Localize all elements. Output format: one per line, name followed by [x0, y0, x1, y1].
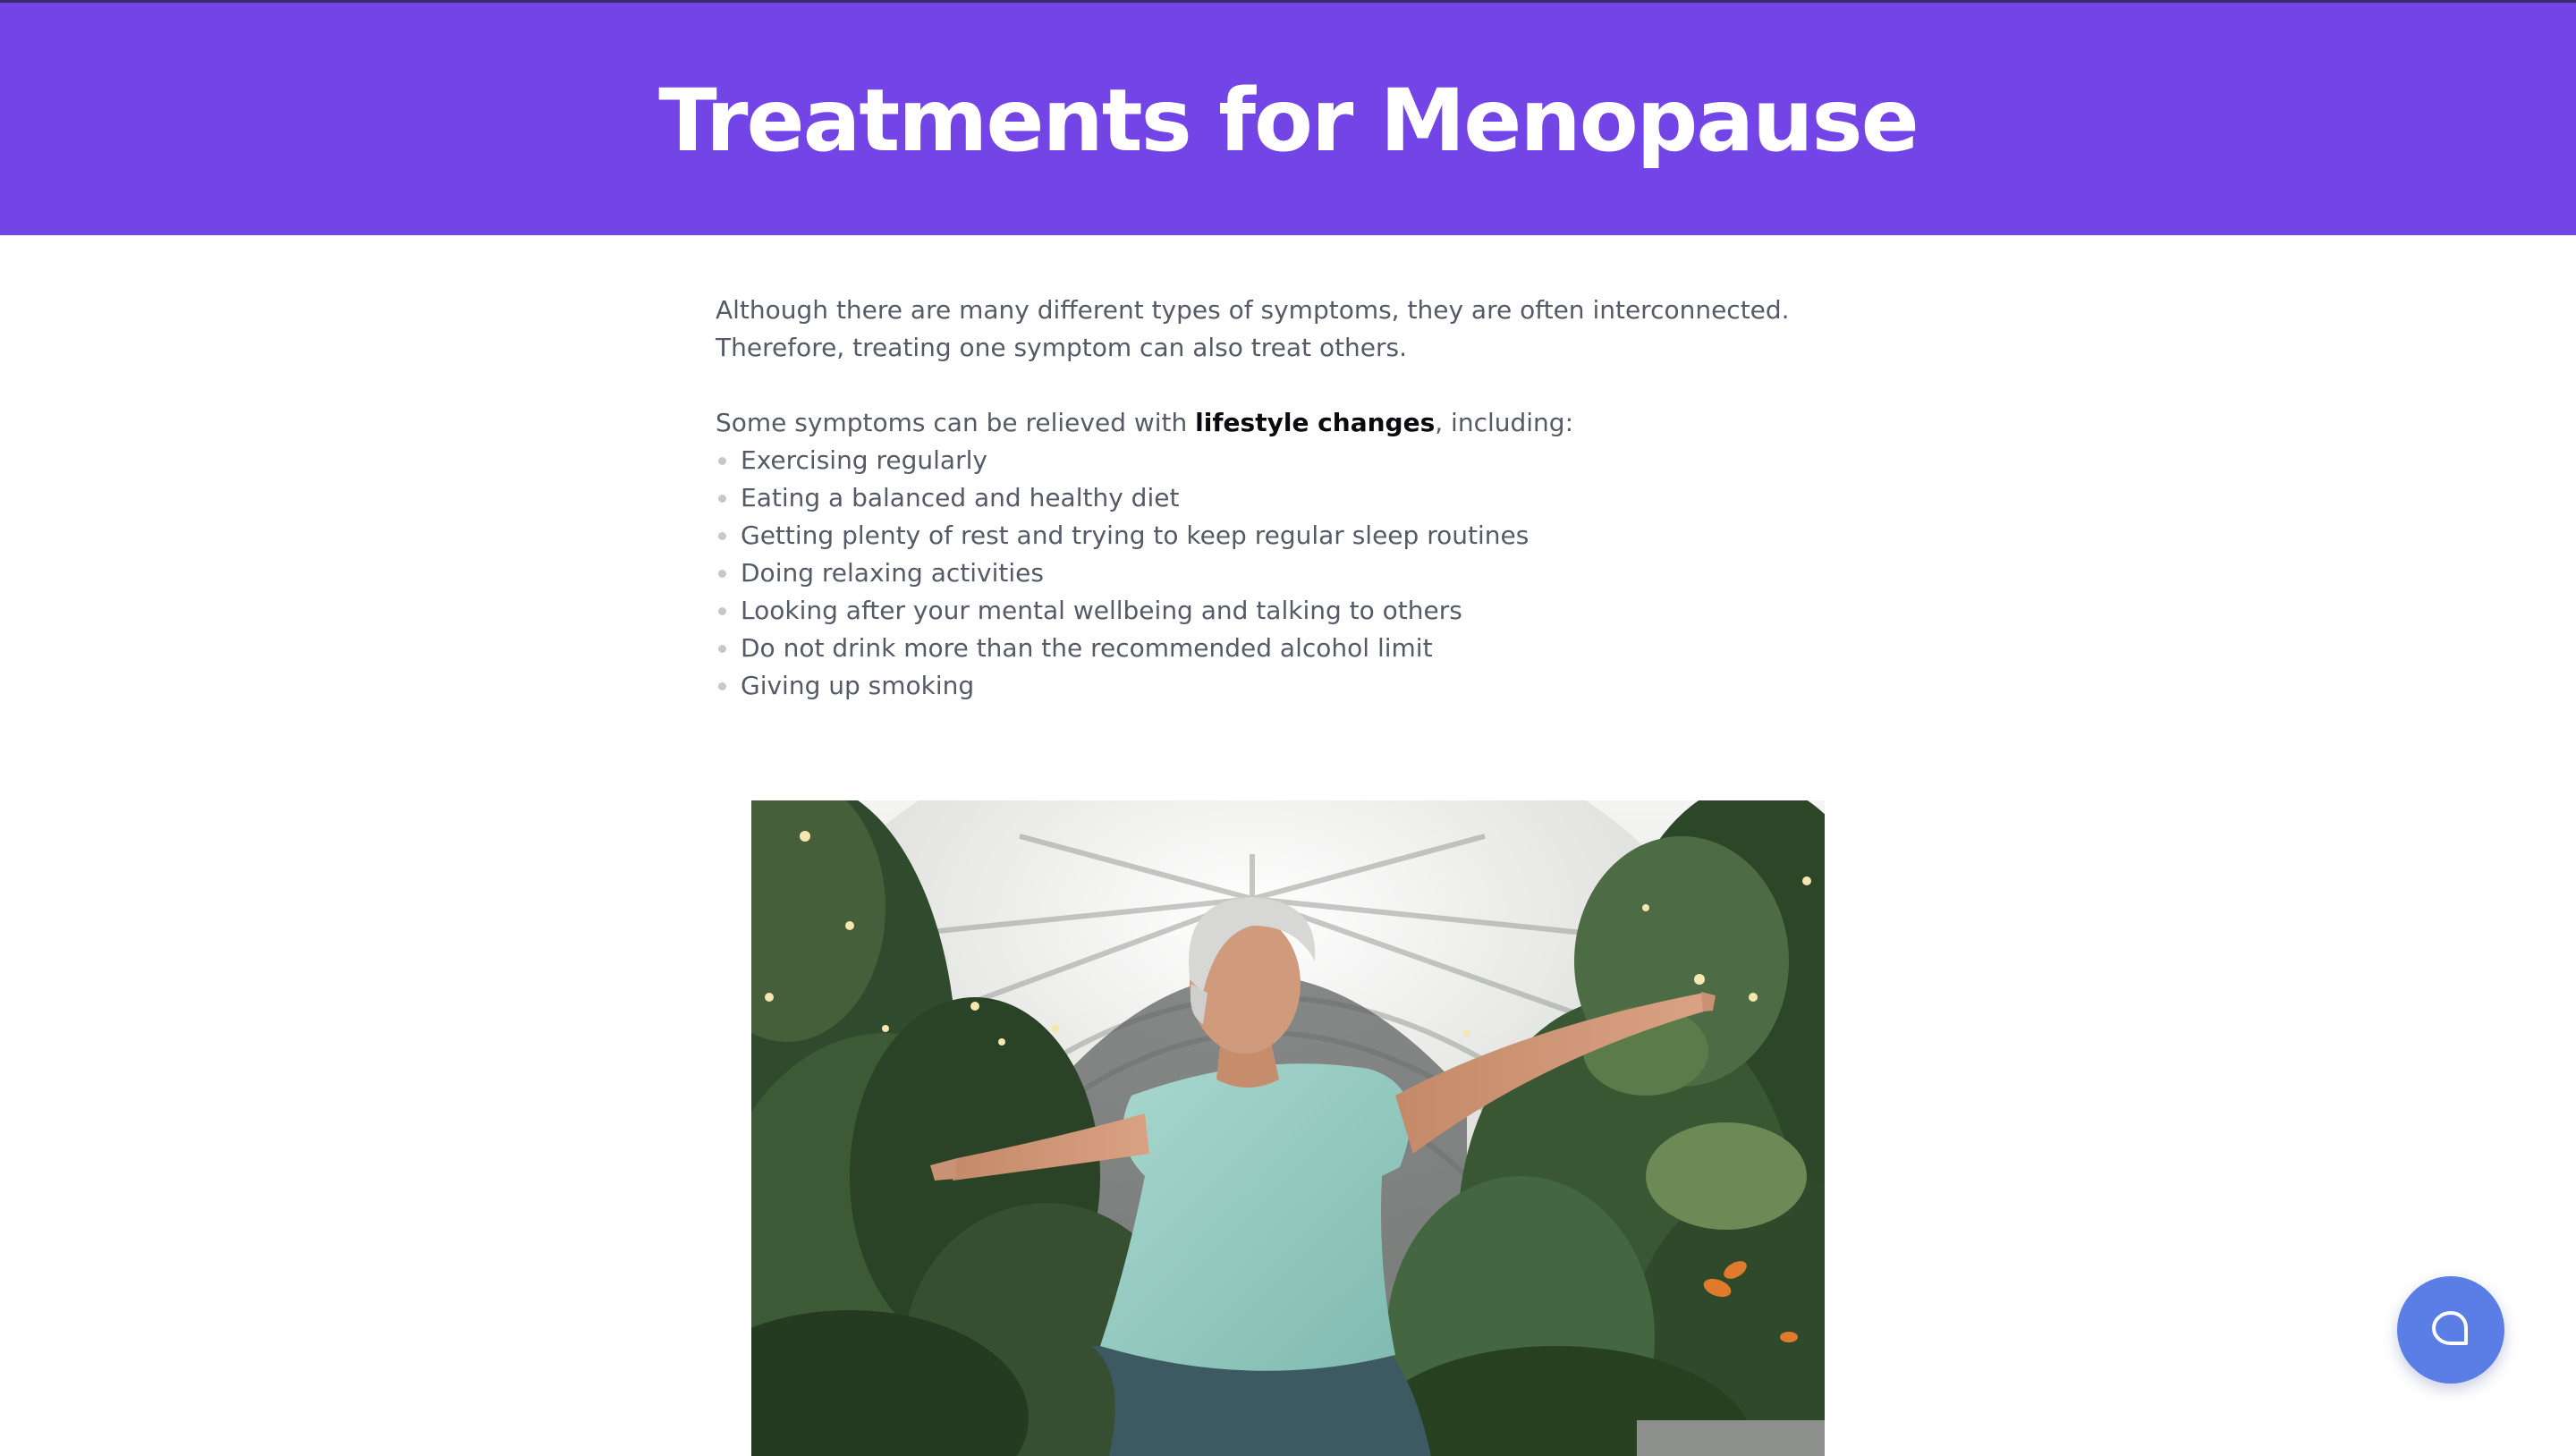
intro-paragraph: Although there are many different types of symptoms, they are often interconnected. Therefore, treating one symptom can also treat others. — [716, 295, 1790, 362]
lead-text-after: , including: — [1435, 408, 1574, 437]
bullet-icon — [718, 607, 726, 615]
list-item — [716, 479, 1878, 517]
list-item — [716, 667, 1878, 705]
list-item-text: Do not drink more than the recommended alcohol limit — [741, 633, 1433, 663]
lead-text-before: Some symptoms can be relieved with — [716, 408, 1196, 437]
list-item — [716, 630, 1878, 667]
list-item — [716, 592, 1878, 630]
lifestyle-lead-paragraph — [716, 404, 1878, 442]
list-item-text: Doing relaxing activities — [741, 558, 1044, 588]
list-item-text: Giving up smoking — [741, 671, 975, 700]
list-item — [716, 517, 1878, 554]
list-item — [716, 442, 1878, 479]
lifestyle-changes-list — [716, 442, 1878, 705]
list-item-text: Exercising regularly — [741, 445, 987, 475]
list-item — [716, 554, 1878, 592]
yoga-woman-photo — [751, 800, 1825, 1456]
bullet-icon — [718, 495, 726, 503]
chat-support-button[interactable] — [2397, 1276, 2504, 1384]
bullet-icon — [718, 532, 726, 540]
bullet-icon — [718, 682, 726, 690]
list-item-text: Looking after your mental wellbeing and talking to others — [741, 596, 1462, 625]
page-header — [0, 3, 2576, 235]
lifestyle-changes-emphasis: lifestyle changes — [1195, 408, 1436, 437]
list-item-text: Getting plenty of rest and trying to keep regular sleep routines — [741, 521, 1530, 550]
article-body — [716, 292, 1878, 705]
bullet-icon — [718, 570, 726, 578]
list-item-text: Eating a balanced and healthy diet — [741, 483, 1180, 512]
bullet-icon — [718, 457, 726, 465]
chat-bubble-icon — [2429, 1308, 2472, 1351]
bullet-icon — [718, 645, 726, 653]
page-title: Treatments for Menopause — [658, 71, 1918, 171]
